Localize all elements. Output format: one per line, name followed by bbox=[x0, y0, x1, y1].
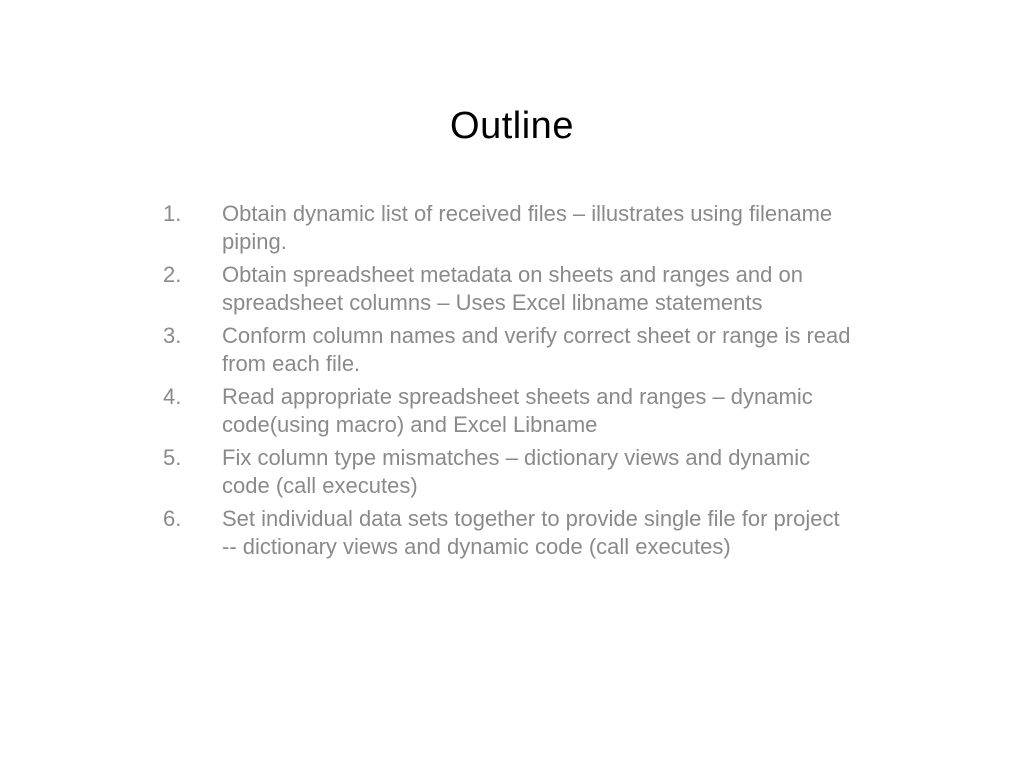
list-item-text: Read appropriate spreadsheet sheets and ranges – dynamic code(using macro) and Excel Libname bbox=[222, 384, 813, 437]
list-item-number: 1. bbox=[163, 201, 182, 226]
list-item-text: Obtain dynamic list of received files – illustrates using filename piping. bbox=[222, 201, 833, 254]
list-item-number: 4. bbox=[163, 384, 182, 409]
list-item bbox=[163, 200, 853, 255]
list-item-text: Conform column names and verify correct sheet or range is read from each file. bbox=[222, 323, 851, 376]
list-item-number: 6. bbox=[163, 506, 182, 531]
list-item-number: 2. bbox=[163, 262, 182, 287]
list-item bbox=[163, 322, 853, 377]
list-item bbox=[163, 444, 853, 499]
list-item-number: 5. bbox=[163, 445, 182, 470]
list-item bbox=[163, 505, 853, 560]
list-item-text: Fix column type mismatches – dictionary views and dynamic code (call executes) bbox=[222, 445, 811, 498]
list-item-number: 3. bbox=[163, 323, 182, 348]
outline-list bbox=[163, 200, 853, 566]
list-item bbox=[163, 261, 853, 316]
list-item bbox=[163, 383, 853, 438]
list-item-text: Obtain spreadsheet metadata on sheets and ranges and on spreadsheet columns – Uses Excel libname statements bbox=[222, 262, 803, 315]
list-item-text: Set individual data sets together to provide single file for project -- dictionary views and dynamic code (call executes) bbox=[222, 506, 840, 559]
slide-title: Outline bbox=[450, 105, 574, 147]
